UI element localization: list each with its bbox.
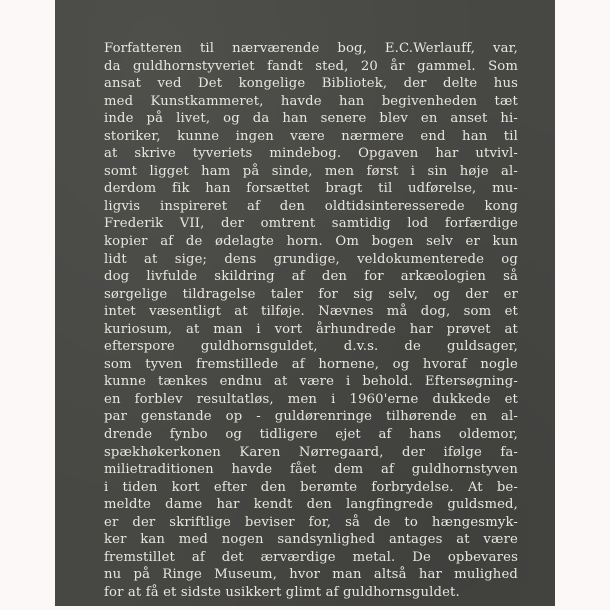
text-line: ligvis inspireret af den oldtidsinteresserede kong — [104, 198, 518, 214]
text-line: en forblev resultatløs, men i 1960'erne dukkede et — [104, 391, 518, 407]
text-line: fremstillet af det ærværdige metal. De opbevares — [104, 549, 518, 565]
text-line: kopier af de ødelagte horn. Om bogen selv er kun — [104, 234, 518, 250]
text-line: sørgelige tildragelse taler for sig selv, og der er — [104, 286, 518, 302]
text-line: inde på livet, og da han senere blev en anset hi- — [104, 111, 518, 127]
text-line: spækhøkerkonen Karen Nørregaard, der ifølge fa- — [104, 444, 518, 460]
text-line: i tiden kort efter den berømte forbrydelse. At be- — [104, 479, 518, 495]
text-line: milietraditionen havde fået dem af guldhornstyven — [104, 462, 518, 478]
text-line: derdom fik han forsættet bragt til udførelse, mu- — [104, 181, 518, 197]
text-line: lidt at sige; dens grundige, veldokumenterede og — [104, 251, 518, 267]
text-line: at skrive tyveriets mindebog. Opgaven har utvivl- — [104, 146, 518, 162]
text-line: par genstande op - guldørenringe tilhørende en al- — [104, 409, 518, 425]
text-line: nu på Ringe Museum, hvor man altså har mulighed — [104, 567, 518, 583]
text-line: intet væsentligt at tilføje. Nævnes må dog, som et — [104, 304, 518, 320]
text-line: storiker, kunne ingen være nærmere end han til — [104, 128, 518, 144]
text-line: ker kan med nogen sandsynlighed antages at være — [104, 532, 518, 548]
text-line: er der skriftlige beviser for, så de to hængesmyk- — [104, 514, 518, 530]
text-line: kunne tænkes endnu at være i behold. Eftersøgning- — [104, 374, 518, 390]
text-line: drende fynbo og tidligere ejet af hans oldemor, — [104, 427, 518, 443]
text-line: som tyven fremstillede af hornene, og hvoraf nogle — [104, 356, 518, 372]
text-line: meldte dame har kendt den langfingrede guldsmed, — [104, 497, 518, 513]
text-line: efterspore guldhornsguldet, d.v.s. de guldsager, — [104, 339, 518, 355]
text-line: somt ligget ham på sinde, men først i sin høje al- — [104, 163, 518, 179]
text-line: med Kunstkammeret, havde han begivenheden tæt — [104, 93, 518, 109]
text-line: Forfatteren til nærværende bog, E.C.Werlauff, var, — [104, 41, 518, 56]
text-line: da guldhornstyveriet fandt sted, 20 år gammel. Som — [104, 58, 518, 74]
text-line: kuriosum, at man i vort århundrede har prøvet at — [104, 321, 518, 337]
text-line: ansat ved Det kongelige Bibliotek, der delte hus — [104, 76, 518, 92]
text-line: for at få et sidste usikkert glimt af guldhornsguldet. — [104, 584, 460, 600]
text-line: Frederik VII, der omtrent samtidig lod forfærdige — [104, 216, 518, 232]
text-line: dog livfulde skildring af den for arkæologien så — [104, 269, 518, 285]
body-text — [104, 40, 518, 602]
